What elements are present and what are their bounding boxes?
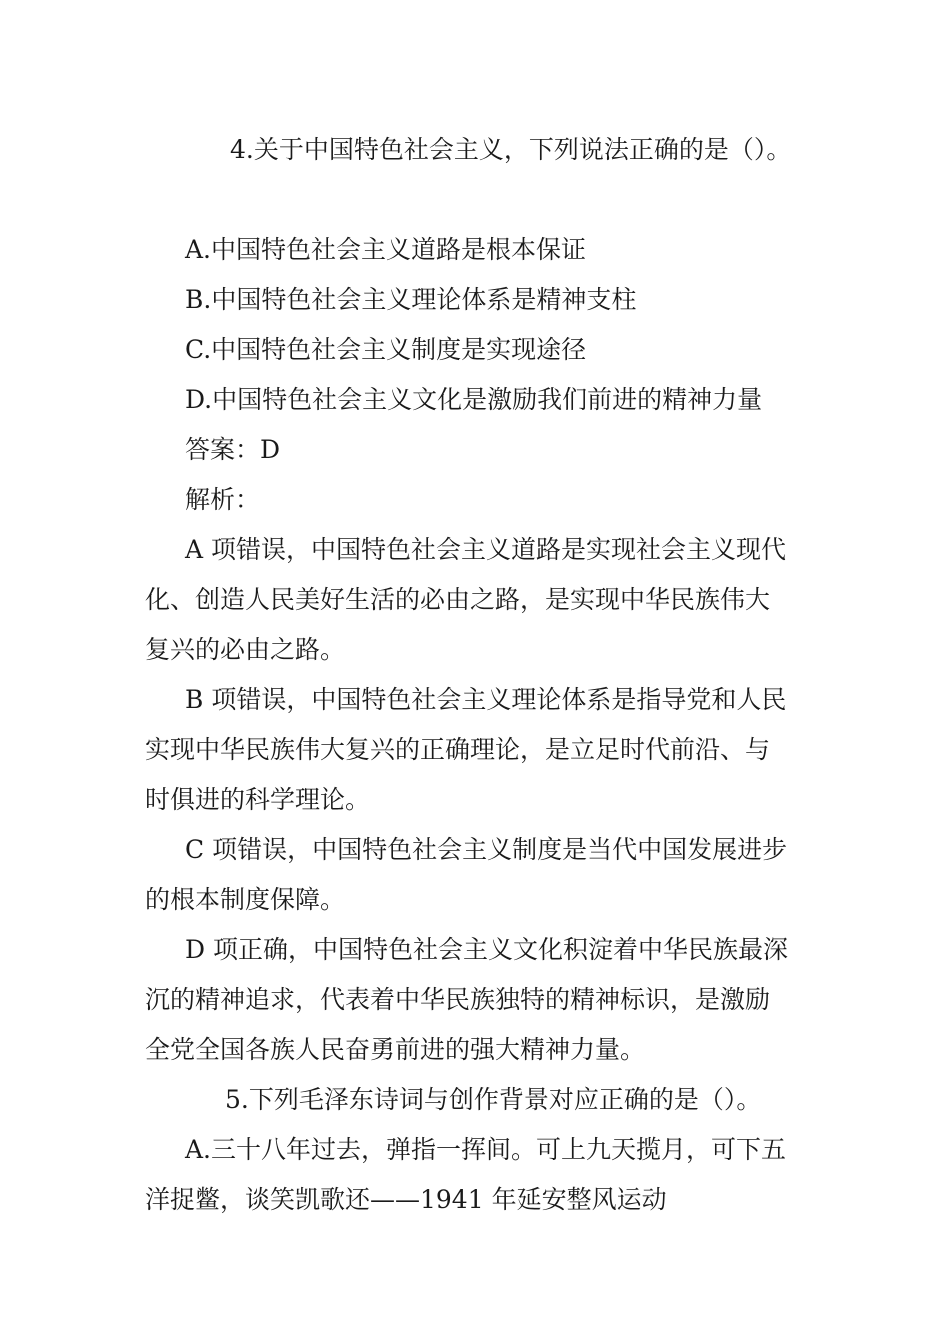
analysis-a-line-2: 化、创造人民美好生活的必由之路，是实现中华民族伟大 xyxy=(145,585,771,614)
analysis-c-line-2: 的根本制度保障。 xyxy=(145,885,346,914)
question-4-option-a: A.中国特色社会主义道路是根本保证 xyxy=(185,235,587,264)
question-4-stem: 4.关于中国特色社会主义，下列说法正确的是（）。 xyxy=(230,135,792,164)
analysis-d-line-1: D 项正确，中国特色社会主义文化积淀着中华民族最深 xyxy=(185,935,788,964)
question-5-stem: 5.下列毛泽东诗词与创作背景对应正确的是（）。 xyxy=(225,1085,762,1114)
question-4-option-c: C.中国特色社会主义制度是实现途径 xyxy=(185,335,587,364)
analysis-b-line-2: 实现中华民族伟大复兴的正确理论，是立足时代前沿、与 xyxy=(145,735,771,764)
analysis-b-line-1: B 项错误，中国特色社会主义理论体系是指导党和人民 xyxy=(185,685,787,714)
analysis-c-line-1: C 项错误，中国特色社会主义制度是当代中国发展进步 xyxy=(185,835,788,864)
question-5-option-a-line-1: A.三十八年过去，弹指一挥间。可上九天揽月，可下五 xyxy=(185,1135,787,1164)
question-4-option-b: B.中国特色社会主义理论体系是精神支柱 xyxy=(185,285,637,314)
analysis-d-line-3: 全党全国各族人民奋勇前进的强大精神力量。 xyxy=(145,1035,646,1064)
question-5-option-a-line-2: 洋捉鳖，谈笑凯歌还——1941 年延安整风运动 xyxy=(145,1185,667,1214)
analysis-b-line-3: 时俱进的科学理论。 xyxy=(145,785,371,814)
analysis-a-line-1: A 项错误，中国特色社会主义道路是实现社会主义现代 xyxy=(185,535,787,564)
analysis-d-line-2: 沉的精神追求，代表着中华民族独特的精神标识，是激励 xyxy=(145,985,771,1014)
question-4-analysis-label: 解析： xyxy=(185,485,261,514)
question-4-answer: 答案：D xyxy=(185,435,281,464)
analysis-a-line-3: 复兴的必由之路。 xyxy=(145,635,346,664)
question-4-option-d: D.中国特色社会主义文化是激励我们前进的精神力量 xyxy=(185,385,763,414)
